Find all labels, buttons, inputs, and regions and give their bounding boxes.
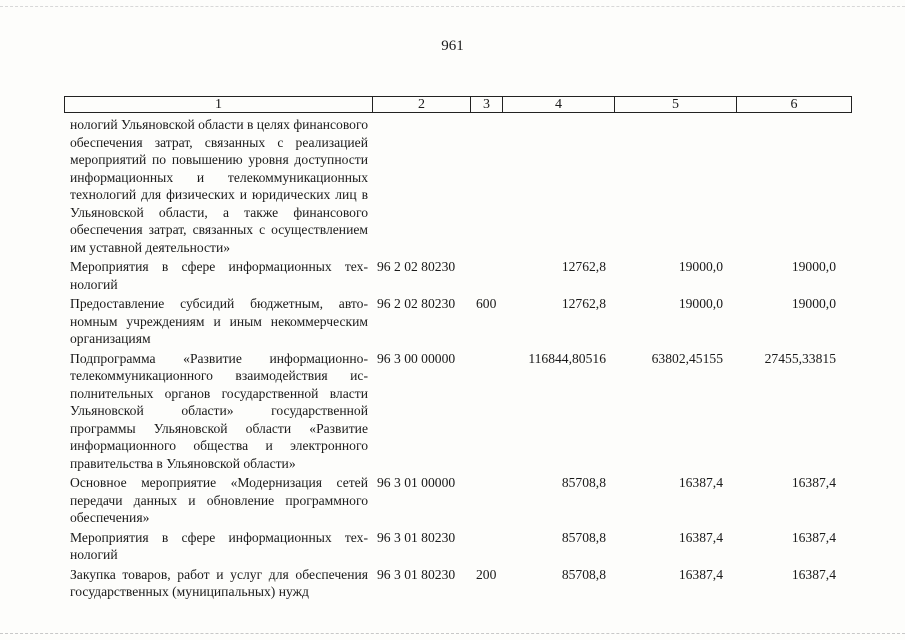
row-description: Основное мероприятие «Модернизация сетей передачи данных и обновление программного обеспечения» [70,475,368,525]
row-value-6: 19000,0 [791,296,836,311]
row-description: нологий Ульяновской области в целях финансового обеспечения затрат, связанных с реализацией мероприятий по повышению уровня доступности информационных и телекоммуникационных технологий для физических и юридических лиц в Ульяновской области, а также финансового обеспечения затрат, связанных с осуществлением им уставной деятельности» [70,117,368,255]
header-col-3: 3 [471,97,503,112]
row-value-5: 16387,4 [678,529,723,545]
row-description: Подпрограмма «Развитие информационно-телекоммуникационного взаимодействия исполнительных органов государственной власти Ульяновской области» государственной программы Ульяновской области «Развитие информационного общества и электронного правительства в Ульяновской области» [70,350,368,471]
row-code: 96 3 01 00000 [377,475,456,490]
row-type: 200 [476,566,497,582]
table-header [64,96,852,113]
scan-edge-top [0,6,905,7]
row-description: Предоставление субсидий бюджетным, автономным учреждениям и иным некоммерческим организациям [70,296,368,346]
row-code: 96 2 02 80230 [377,259,456,274]
table-row [64,258,852,293]
row-code: 96 3 01 80230 [377,566,456,582]
row-value-6: 16387,4 [791,475,836,490]
table-body [64,116,852,601]
table-row [64,474,852,527]
row-code: 96 3 01 80230 [377,529,456,545]
table-row [64,566,852,601]
row-value-5: 16387,4 [678,475,723,490]
row-description: Закупка товаров, работ и услуг для обеспечения государственных (муниципальных) нужд [70,566,368,599]
row-value-6: 16387,4 [791,529,836,545]
row-value-5: 19000,0 [678,296,723,311]
row-value-4: 85708,8 [561,566,606,582]
row-value-4: 85708,8 [561,475,606,490]
row-value-4: 12762,8 [561,259,606,274]
scan-edge-bottom [0,633,905,634]
table-row [64,350,852,473]
row-value-4: 12762,8 [561,296,606,311]
row-value-6: 19000,0 [791,259,836,274]
row-value-4: 116844,80516 [528,350,606,366]
header-col-2: 2 [373,97,471,112]
row-value-5: 19000,0 [678,259,723,274]
row-description: Мероприятия в сфере информационных технологий [70,259,368,292]
row-code: 96 2 02 80230 [377,296,456,311]
row-value-5: 16387,4 [678,566,723,582]
row-value-6: 16387,4 [791,566,836,582]
header-col-5: 5 [615,97,737,112]
table-row [64,295,852,348]
row-description: Мероприятия в сфере информационных технологий [70,529,368,562]
page-number: 961 [441,38,464,54]
table-row [64,529,852,564]
header-col-6: 6 [790,97,798,112]
table-row [64,116,852,256]
header-col-1: 1 [65,97,373,112]
row-value-6: 27455,33815 [764,350,836,366]
row-type: 600 [476,296,497,311]
row-value-5: 63802,45155 [651,350,723,366]
header-col-4: 4 [503,97,615,112]
row-value-4: 85708,8 [561,529,606,545]
row-code: 96 3 00 00000 [377,350,456,366]
